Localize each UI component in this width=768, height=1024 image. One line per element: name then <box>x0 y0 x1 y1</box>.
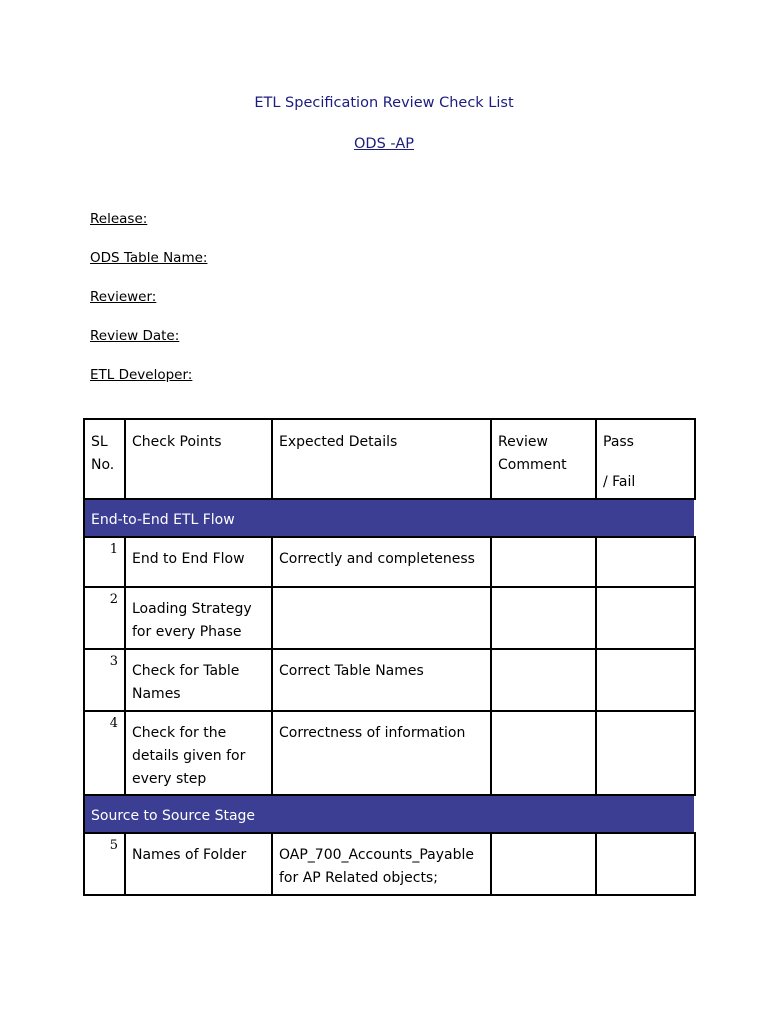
section-title: End-to-End ETL Flow <box>84 499 695 537</box>
row-number: 5 <box>84 833 125 895</box>
table-row <box>84 833 695 895</box>
header-review-line2: Comment <box>498 457 567 473</box>
header-review-line1: Review <box>498 434 548 450</box>
header-sl-no <box>84 419 125 499</box>
row-number: 2 <box>84 587 125 649</box>
table-header-row <box>84 419 695 499</box>
row-pass-fail[interactable] <box>596 537 695 587</box>
field-ods-table-name: ODS Table Name: <box>90 250 208 266</box>
table-row <box>84 587 695 649</box>
row-expected-details: OAP_700_Accounts_Payable for AP Related objects; <box>272 833 491 895</box>
row-pass-fail[interactable] <box>596 587 695 649</box>
row-check-point: Names of Folder <box>125 833 272 895</box>
row-check-point: End to End Flow <box>125 537 272 587</box>
table-row <box>84 649 695 711</box>
row-pass-fail[interactable] <box>596 833 695 895</box>
section-title: Source to Source Stage <box>84 795 695 833</box>
header-pass-line2: / Fail <box>603 474 636 490</box>
header-pass-line1: Pass <box>603 434 634 450</box>
row-check-point: Check for the details given for every step <box>125 711 272 795</box>
header-sl-line2: No. <box>91 457 115 473</box>
row-number: 4 <box>84 711 125 795</box>
row-check-point: Loading Strategy for every Phase <box>125 587 272 649</box>
field-etl-developer: ETL Developer: <box>90 367 193 383</box>
section-row <box>84 499 695 537</box>
row-expected-details <box>272 587 491 649</box>
header-check-points: Check Points <box>125 419 272 499</box>
row-expected-details: Correctness of information <box>272 711 491 795</box>
row-expected-details: Correct Table Names <box>272 649 491 711</box>
header-pass-fail <box>596 419 695 499</box>
row-review-comment[interactable] <box>491 537 596 587</box>
field-release: Release: <box>90 211 148 227</box>
header-review-comment <box>491 419 596 499</box>
header-expected-details: Expected Details <box>272 419 491 499</box>
row-pass-fail[interactable] <box>596 649 695 711</box>
row-review-comment[interactable] <box>491 587 596 649</box>
document-subtitle: ODS -AP <box>354 136 414 152</box>
field-reviewer: Reviewer: <box>90 289 157 305</box>
field-review-date: Review Date: <box>90 328 180 344</box>
row-number: 1 <box>84 537 125 587</box>
row-number: 3 <box>84 649 125 711</box>
review-checklist-table <box>83 418 696 896</box>
row-expected-details: Correctly and completeness <box>272 537 491 587</box>
row-review-comment[interactable] <box>491 711 596 795</box>
table-row <box>84 711 695 795</box>
row-review-comment[interactable] <box>491 833 596 895</box>
header-sl-line1: SL <box>91 434 108 450</box>
section-row <box>84 795 695 833</box>
row-check-point: Check for Table Names <box>125 649 272 711</box>
row-pass-fail[interactable] <box>596 711 695 795</box>
row-review-comment[interactable] <box>491 649 596 711</box>
table-row <box>84 537 695 587</box>
document-title: ETL Specification Review Check List <box>254 95 514 111</box>
